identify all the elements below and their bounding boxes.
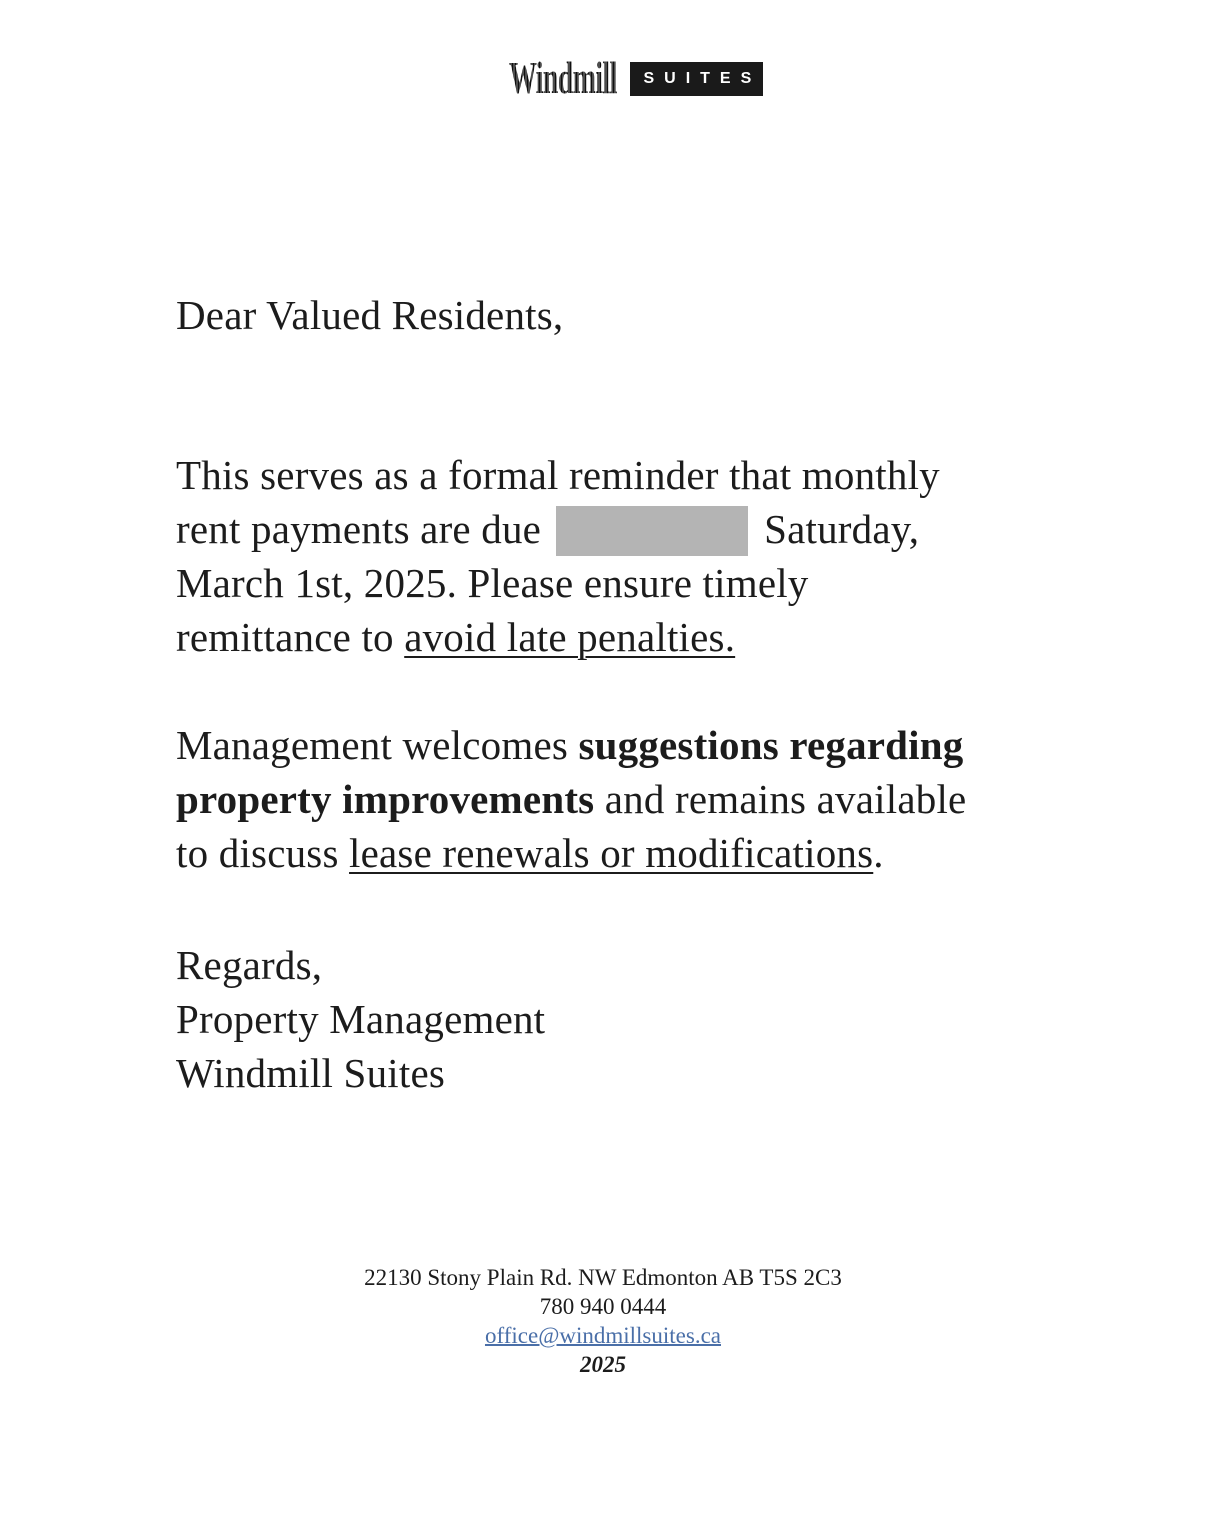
text-line	[176, 556, 940, 610]
bold-text-suggestions-regarding: suggestions regarding	[578, 722, 964, 768]
text-segment: March 1st, 2025. Please ensure timely	[176, 560, 809, 606]
paragraph-suggestions	[176, 718, 966, 880]
redaction-box	[556, 506, 748, 556]
bold-text-property-improvements: property improvements	[176, 776, 595, 822]
footer-year: 2025	[580, 1352, 626, 1377]
footer-email-line	[0, 1321, 1206, 1350]
text-segment: .	[873, 830, 884, 876]
text-line	[176, 718, 966, 772]
text-segment: rent payments are due	[176, 506, 542, 552]
windmill-wordmark: Windmill	[508, 53, 617, 103]
signoff-windmill-suites: Windmill Suites	[176, 1050, 445, 1096]
suites-badge: SUITES	[630, 62, 763, 96]
text-segment: remittance to	[176, 614, 405, 660]
letter-footer	[0, 1263, 1206, 1379]
underlined-text-lease-renewals: lease renewals or modifications	[349, 830, 874, 876]
text-line	[176, 502, 940, 556]
signoff-regards: Regards,	[176, 942, 323, 988]
greeting: Dear Valued Residents,	[176, 292, 564, 338]
text-segment: This serves as a formal reminder that monthly	[176, 452, 940, 498]
windmill-suites-logo	[0, 53, 1206, 103]
text-line	[176, 826, 966, 880]
text-line	[176, 610, 940, 664]
underlined-text-avoid-late-penalties: avoid late penalties.	[404, 614, 736, 660]
signoff-property-management: Property Management	[176, 996, 546, 1042]
footer-phone: 780 940 0444	[539, 1294, 667, 1319]
footer-address: 22130 Stony Plain Rd. NW Edmonton AB T5S 2C3	[364, 1265, 842, 1290]
paragraph-rent-reminder	[176, 448, 940, 664]
text-line	[176, 448, 940, 502]
text-line	[176, 772, 966, 826]
email-link[interactable]: office@windmillsuites.ca	[484, 1323, 721, 1348]
text-segment: Management welcomes	[176, 722, 579, 768]
signoff	[176, 938, 545, 1100]
text-segment: and remains available	[594, 776, 967, 822]
text-segment: to discuss	[176, 830, 350, 876]
text-segment: Saturday,	[764, 506, 920, 552]
